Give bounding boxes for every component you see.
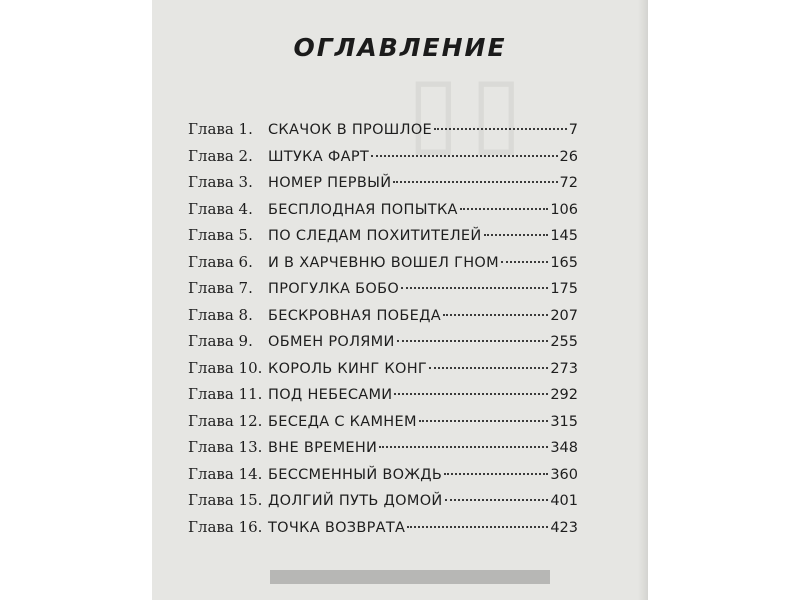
chapter-page-number: 106 [550,201,578,218]
dot-leader [379,446,548,448]
chapter-page-number: 145 [550,228,578,244]
chapter-label: Глава 13. [188,438,263,456]
chapter-title: БЕСЕДА С КАМНЕМ [268,413,417,430]
chapter-title: СКАЧОК В ПРОШЛОЕ [268,122,432,138]
chapter-label: Глава 8. [188,305,253,324]
dot-leader [484,234,549,236]
chapter-page-number: 26 [559,148,578,165]
chapter-label: Глава 3. [188,173,253,191]
chapter-label: Глава 1. [188,120,253,138]
show-through-bar [270,570,550,584]
dot-leader [419,420,549,422]
chapter-label: Глава 7. [188,279,253,297]
chapter-label: Глава 15. [188,491,263,509]
toc-heading: ОГЛАВЛЕНИЕ [293,33,507,62]
toc-entry [188,332,578,359]
chapter-title: ПОД НЕБЕСАМИ [268,387,393,403]
chapter-label: Глава 4. [188,199,253,218]
chapter-label: Глава 6. [188,252,253,271]
toc-entry [188,518,578,545]
toc-entry [188,120,578,147]
chapter-page-number: 72 [559,175,578,191]
dot-leader [443,314,548,316]
toc-entry [188,385,578,412]
dot-leader [407,526,548,528]
chapter-label: Глава 9. [188,332,253,350]
toc-entry [188,359,578,386]
chapter-title: КОРОЛЬ КИНГ КОНГ [268,360,428,377]
chapter-label: Глава 5. [188,226,253,244]
chapter-page-number: 255 [550,334,578,350]
dot-leader [371,155,558,157]
chapter-page-number: 360 [550,466,578,483]
chapter-label: Глава 11. [188,385,263,403]
chapter-title: ПРОГУЛКА БОБО [268,281,400,297]
toc-entry [188,279,578,306]
book-page [152,0,648,600]
show-through-decoration: ▯▯ [407,54,533,166]
page-edge [638,0,648,600]
dot-leader [429,367,548,369]
toc-entry [188,253,578,280]
chapter-title: ДОЛГИЙ ПУТЬ ДОМОЙ [268,493,443,509]
dot-leader [501,261,548,263]
chapter-page-number: 423 [550,519,578,536]
chapter-page-number: 401 [550,493,578,509]
chapter-title: НОМЕР ПЕРВЫЙ [268,175,392,191]
dot-leader [460,208,549,210]
chapter-title: ШТУКА ФАРТ [268,148,370,165]
chapter-title: ТОЧКА ВОЗВРАТА [268,519,406,536]
chapter-title: ВНЕ ВРЕМЕНИ [268,440,378,456]
chapter-title: БЕСПЛОДНАЯ ПОПЫТКА [268,201,458,218]
toc-entry [188,200,578,227]
chapter-page-number: 348 [550,440,578,456]
chapter-title: БЕССМЕННЫЙ ВОЖДЬ [268,466,443,483]
chapter-label: Глава 16. [188,517,263,536]
chapter-title: БЕСКРОВНАЯ ПОБЕДА [268,307,441,324]
toc-entry [188,465,578,492]
chapter-page-number: 165 [550,254,578,271]
chapter-label: Глава 10. [188,358,263,377]
dot-leader [393,181,557,183]
toc-entry [188,306,578,333]
toc-list [188,120,578,544]
toc-entry [188,226,578,253]
chapter-label: Глава 12. [188,411,263,430]
chapter-title: ПО СЛЕДАМ ПОХИТИТЕЛЕЙ [268,228,482,244]
toc-entry [188,491,578,518]
toc-entry [188,173,578,200]
dot-leader [394,393,548,395]
dot-leader [445,499,549,501]
toc-entry [188,147,578,174]
dot-leader [401,287,548,289]
dot-leader [397,340,549,342]
chapter-label: Глава 14. [188,464,263,483]
chapter-page-number: 207 [550,307,578,324]
chapter-page-number: 292 [550,387,578,403]
dot-leader [434,128,567,130]
toc-entry [188,438,578,465]
chapter-page-number: 175 [550,281,578,297]
chapter-page-number: 315 [550,413,578,430]
chapter-page-number: 7 [568,122,578,138]
chapter-title: И В ХАРЧЕВНЮ ВОШЕЛ ГНОМ [268,254,499,271]
toc-entry [188,412,578,439]
chapter-page-number: 273 [550,360,578,377]
dot-leader [444,473,548,475]
chapter-label: Глава 2. [188,146,253,165]
chapter-title: ОБМЕН РОЛЯМИ [268,334,395,350]
